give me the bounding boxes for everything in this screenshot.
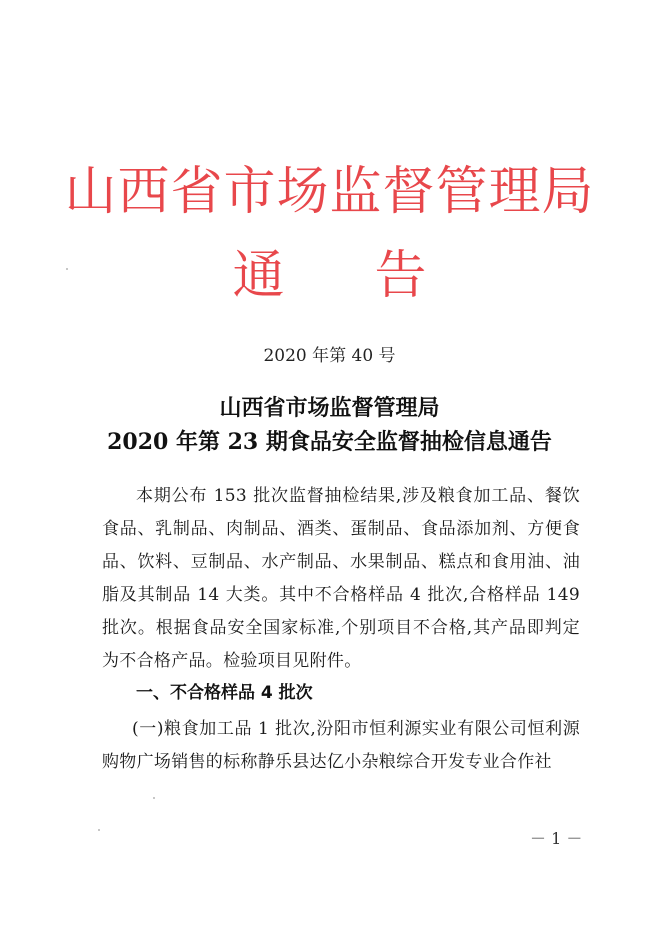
body-paragraph: 本期公布 153 批次监督抽检结果,涉及粮食加工品、餐饮食品、乳制品、肉制品、酒类、蛋制品、食品添加剂、方便食品、饮料、豆制品、水产制品、水果制品、糕点和食用油、油脂及其制品 14 大类。其中不合格样品 4 批次,合格样品 149 批次。根据食品安全国家标准,个别项目不合格,其产品即判定为不合格产品。检验项目见附件。 <box>102 486 580 671</box>
scan-speck <box>153 797 155 799</box>
agency-title: 山西省市场监督管理局 <box>64 162 595 222</box>
document-number: 2020 年第 40 号 <box>263 346 396 366</box>
notice-heading-title: 2020 年第 23 期食品安全监督抽检信息通告 <box>107 429 552 455</box>
page-number: － 1 － <box>530 829 583 848</box>
section-title: 一、不合格样品 4 批次 <box>136 683 313 703</box>
notice-heading-agency: 山西省市场监督管理局 <box>219 395 440 421</box>
document-type-title: 通告 <box>232 246 517 306</box>
scan-speck <box>66 268 68 270</box>
sub-paragraph: (一)粮食加工品 1 批次,汾阳市恒利源实业有限公司恒利源购物广场销售的标称静乐县达亿小杂粮综合开发专业合作社 <box>102 719 580 772</box>
scan-speck <box>98 829 100 831</box>
